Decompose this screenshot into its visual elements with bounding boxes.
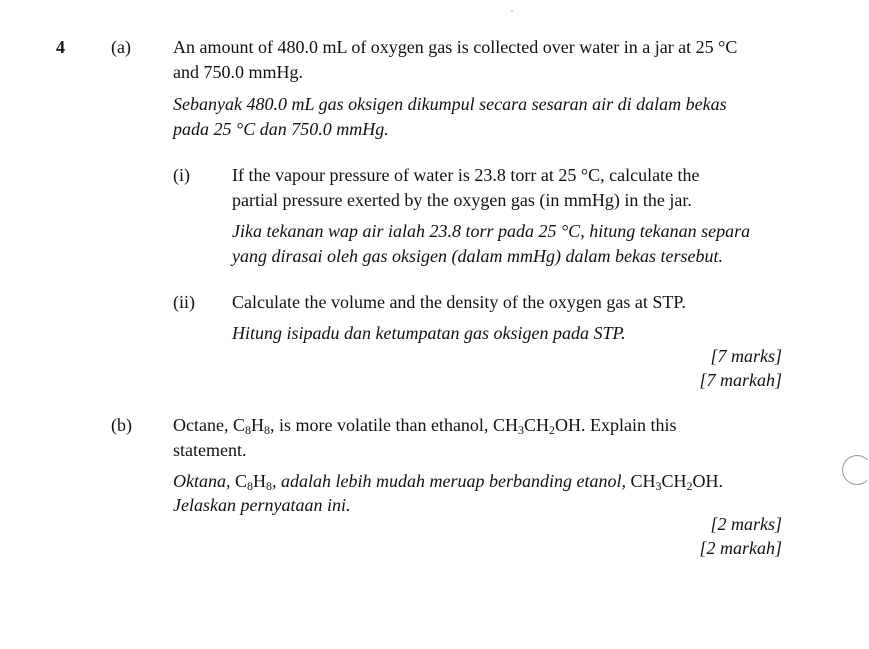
part-a-english-line-2: and 750.0 mmHg. <box>173 62 303 82</box>
part-b-label: (b) <box>111 415 132 435</box>
subpart-i-malay-line-2: yang dirasai oleh gas oksigen (dalam mmHg) dalam bekas tersebut. <box>232 246 723 266</box>
margin-arc-mark <box>842 455 869 485</box>
part-b-marks-malay: [2 markah] <box>699 538 782 558</box>
part-b-malay-line-1: Oktana, $C_8H_8$, adalah lebih mudah meruap berbanding etanol, $CH_3CH_2OH$. <box>173 471 724 493</box>
subpart-ii-label: (ii) <box>173 292 195 312</box>
subpart-i-english-line-2: partial pressure exerted by the oxygen gas (in mmHg) in the jar. <box>232 190 692 210</box>
part-b-english-line-2: statement. <box>173 440 247 460</box>
octane-formula-ms: $C_8H_8$ <box>235 471 273 493</box>
ethanol-formula-ms: $CH_3CH_2OH$ <box>630 471 719 493</box>
subpart-i-malay-line-1: Jika tekanan wap air ialah 23.8 torr pada 25 °C, hitung tekanan separa <box>232 221 751 241</box>
part-a-malay-line-1: Sebanyak 480.0 mL gas oksigen dikumpul secara sesaran air di dalam bekas <box>173 94 727 114</box>
scan-speck <box>511 10 513 12</box>
part-a-marks-malay: [7 markah] <box>699 370 782 390</box>
octane-formula-en: $C_8H_8$ <box>232 415 270 437</box>
part-b-english-line-1: Octane, $C_8H_8$, is more volatile than ethanol, $CH_3CH_2OH$. Explain this <box>173 415 677 437</box>
part-b-malay-line-2: Jelaskan pernyataan ini. <box>173 495 351 515</box>
question-number: 4 <box>56 37 65 57</box>
subpart-i-label: (i) <box>173 165 190 185</box>
subpart-ii-malay-line-1: Hitung isipadu dan ketumpatan gas oksigen pada STP. <box>232 323 626 343</box>
part-a-english-line-1: An amount of 480.0 mL of oxygen gas is collected over water in a jar at 25 °C <box>173 37 738 57</box>
subpart-i-english-line-1: If the vapour pressure of water is 23.8 torr at 25 °C, calculate the <box>232 165 700 185</box>
part-a-marks-english: [7 marks] <box>710 346 782 366</box>
part-b-marks-english: [2 marks] <box>710 514 782 534</box>
part-a-malay-line-2: pada 25 °C dan 750.0 mmHg. <box>173 119 389 139</box>
subpart-ii-english-line-1: Calculate the volume and the density of the oxygen gas at STP. <box>232 292 686 312</box>
part-a-label: (a) <box>111 37 131 57</box>
ethanol-formula-en: $CH_3CH_2OH$ <box>492 415 581 437</box>
